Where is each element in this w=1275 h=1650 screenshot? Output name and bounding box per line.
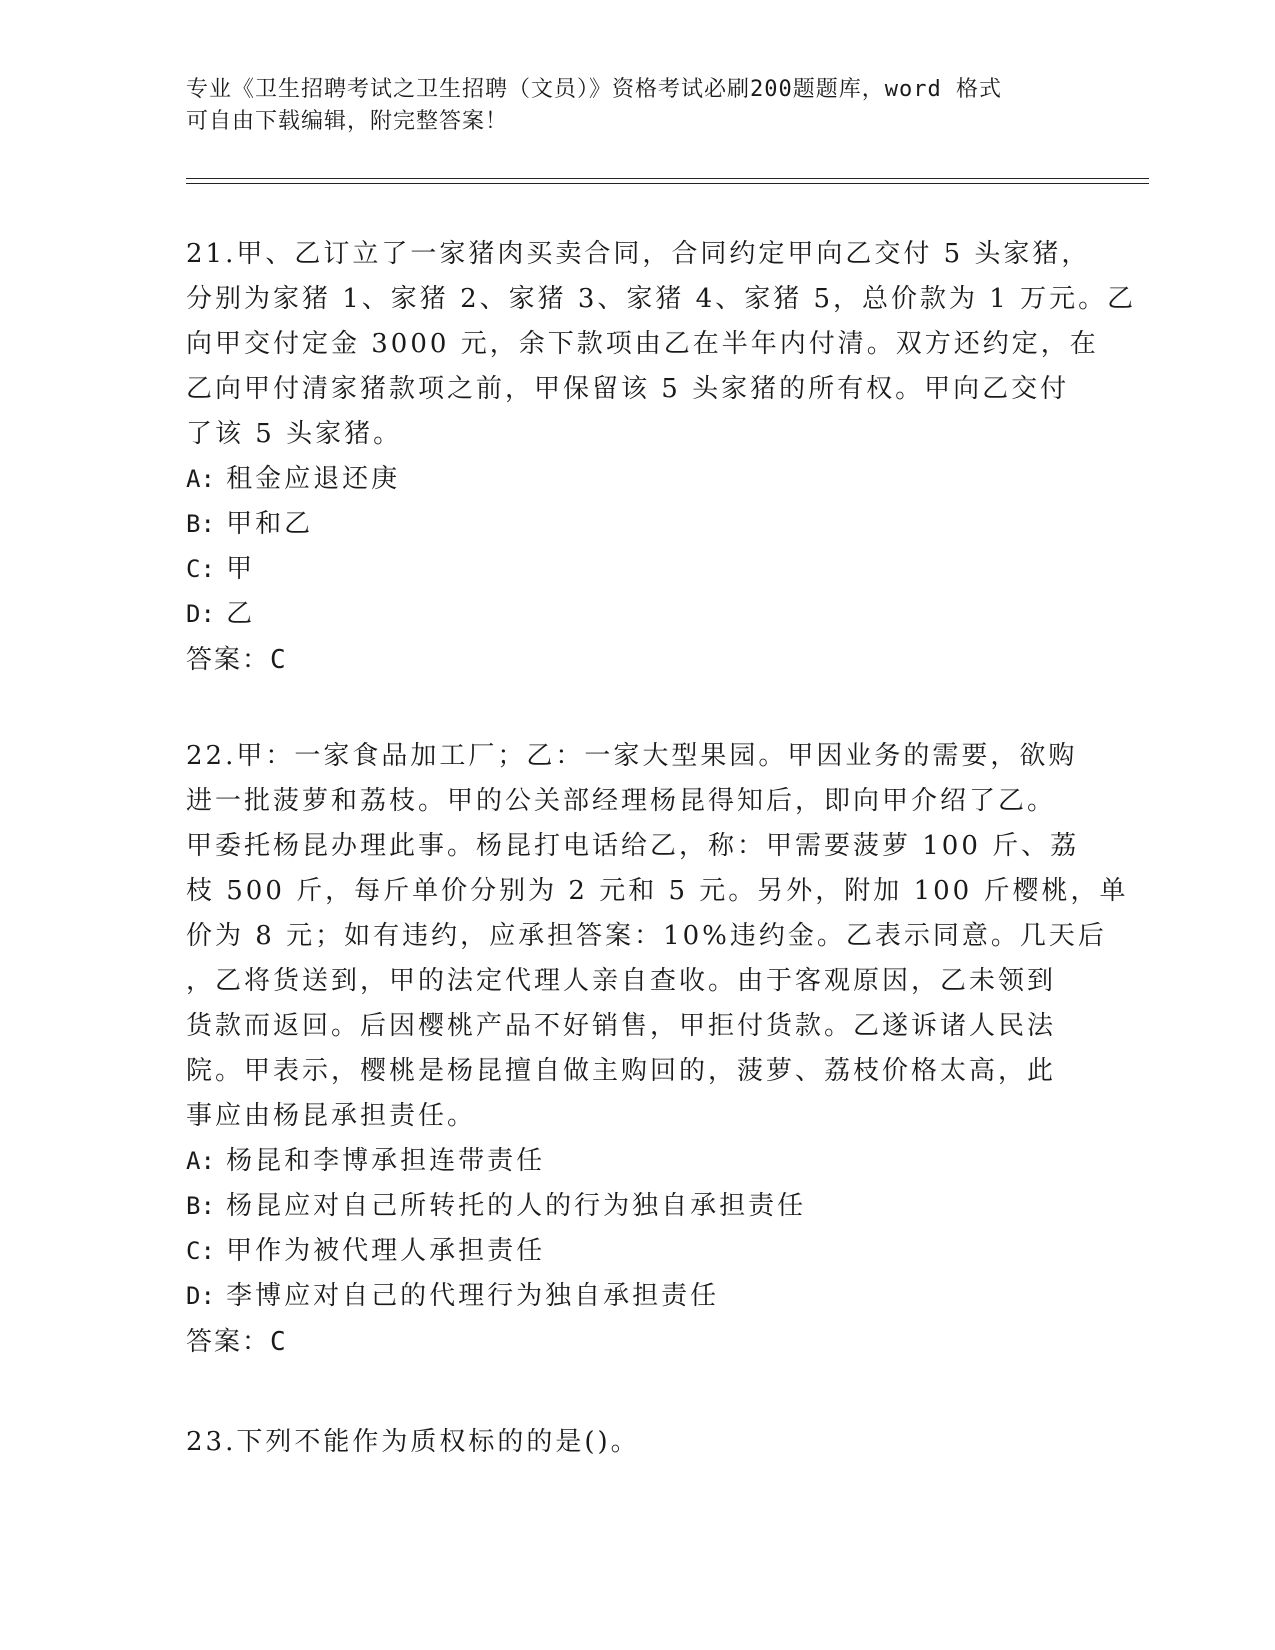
option-d xyxy=(186,592,1086,637)
answer xyxy=(186,637,1086,683)
option-text: 乙 xyxy=(226,599,256,629)
option-label: A: xyxy=(186,1147,215,1175)
option-a xyxy=(186,1139,1086,1184)
header-divider-bottom xyxy=(186,183,1149,184)
header-divider-top xyxy=(186,178,1149,179)
option-text: 甲 xyxy=(226,554,256,584)
option-label: D: xyxy=(186,600,215,628)
answer xyxy=(186,1319,1086,1365)
option-text: 甲和乙 xyxy=(226,509,314,539)
question-22 xyxy=(186,734,1129,1365)
option-b xyxy=(186,1184,1086,1229)
question-stem-line: 乙向甲付清家猪款项之前，甲保留该 5 头家猪的所有权。甲向乙交付 xyxy=(186,374,1070,404)
question-stem-line: 货款而返回。后因樱桃产品不好销售，甲拒付货款。乙遂诉诸人民法 xyxy=(186,1011,1057,1041)
option-label: A: xyxy=(186,465,215,493)
option-a xyxy=(186,457,1086,502)
option-d xyxy=(186,1274,1086,1319)
option-label: C: xyxy=(186,555,215,583)
answer-label: 答案： xyxy=(186,1327,271,1357)
option-c xyxy=(186,1229,1086,1274)
question-23 xyxy=(186,1420,1086,1465)
question-stem-line: 分别为家猪 1、家猪 2、家猪 3、家猪 4、家猪 5，总价款为 1 万元。乙 xyxy=(186,284,1137,314)
question-stem-line: 事应由杨昆承担责任。 xyxy=(186,1101,477,1131)
question-stem-line: 枝 500 斤，每斤单价分别为 2 元和 5 元。另外，附加 100 斤樱桃，单 xyxy=(186,876,1129,906)
question-stem-line: 22.甲：一家食品加工厂；乙：一家大型果园。甲因业务的需要，欲购 xyxy=(186,741,1078,771)
question-stem-line: ，乙将货送到，甲的法定代理人亲自查收。由于客观原因，乙未领到 xyxy=(186,966,1057,996)
option-text: 杨昆和李博承担连带责任 xyxy=(226,1146,546,1176)
option-label: B: xyxy=(186,510,215,538)
document-header xyxy=(186,74,1086,138)
option-text: 租金应退还庚 xyxy=(226,464,401,494)
header-line-1: 专业《卫生招聘考试之卫生招聘（文员）》资格考试必刷200题题库，word 格式 xyxy=(186,77,1002,102)
question-stem-line: 23.下列不能作为质权标的的是()。 xyxy=(186,1427,640,1457)
question-stem-line: 向甲交付定金 3000 元，余下款项由乙在半年内付清。双方还约定，在 xyxy=(186,329,1099,359)
question-stem-line: 院。甲表示，樱桃是杨昆擅自做主购回的，菠萝、荔枝价格太高，此 xyxy=(186,1056,1057,1086)
option-label: B: xyxy=(186,1192,215,1220)
header-line-2: 可自由下载编辑，附完整答案！ xyxy=(186,109,509,134)
question-stem-line: 了该 5 头家猪。 xyxy=(186,419,403,449)
option-label: D: xyxy=(186,1282,215,1310)
question-stem-line: 21.甲、乙订立了一家猪肉买卖合同，合同约定甲向乙交付 5 头家猪， xyxy=(186,239,1091,269)
option-text: 杨昆应对自己所转托的人的行为独自承担责任 xyxy=(226,1191,807,1221)
option-c xyxy=(186,547,1086,592)
answer-value: C xyxy=(270,1327,288,1357)
answer-value: C xyxy=(270,645,288,675)
answer-label: 答案： xyxy=(186,645,271,675)
option-label: C: xyxy=(186,1237,215,1265)
question-21 xyxy=(186,232,1137,683)
question-stem-line: 甲委托杨昆办理此事。杨昆打电话给乙，称：甲需要菠萝 100 斤、荔 xyxy=(186,831,1080,861)
question-stem-line: 价为 8 元；如有违约，应承担答案：10%违约金。乙表示同意。几天后 xyxy=(186,921,1107,951)
question-stem-line: 进一批菠萝和荔枝。甲的公关部经理杨昆得知后，即向甲介绍了乙。 xyxy=(186,786,1057,816)
option-text: 甲作为被代理人承担责任 xyxy=(226,1236,546,1266)
option-b xyxy=(186,502,1086,547)
option-text: 李博应对自己的代理行为独自承担责任 xyxy=(226,1281,720,1311)
